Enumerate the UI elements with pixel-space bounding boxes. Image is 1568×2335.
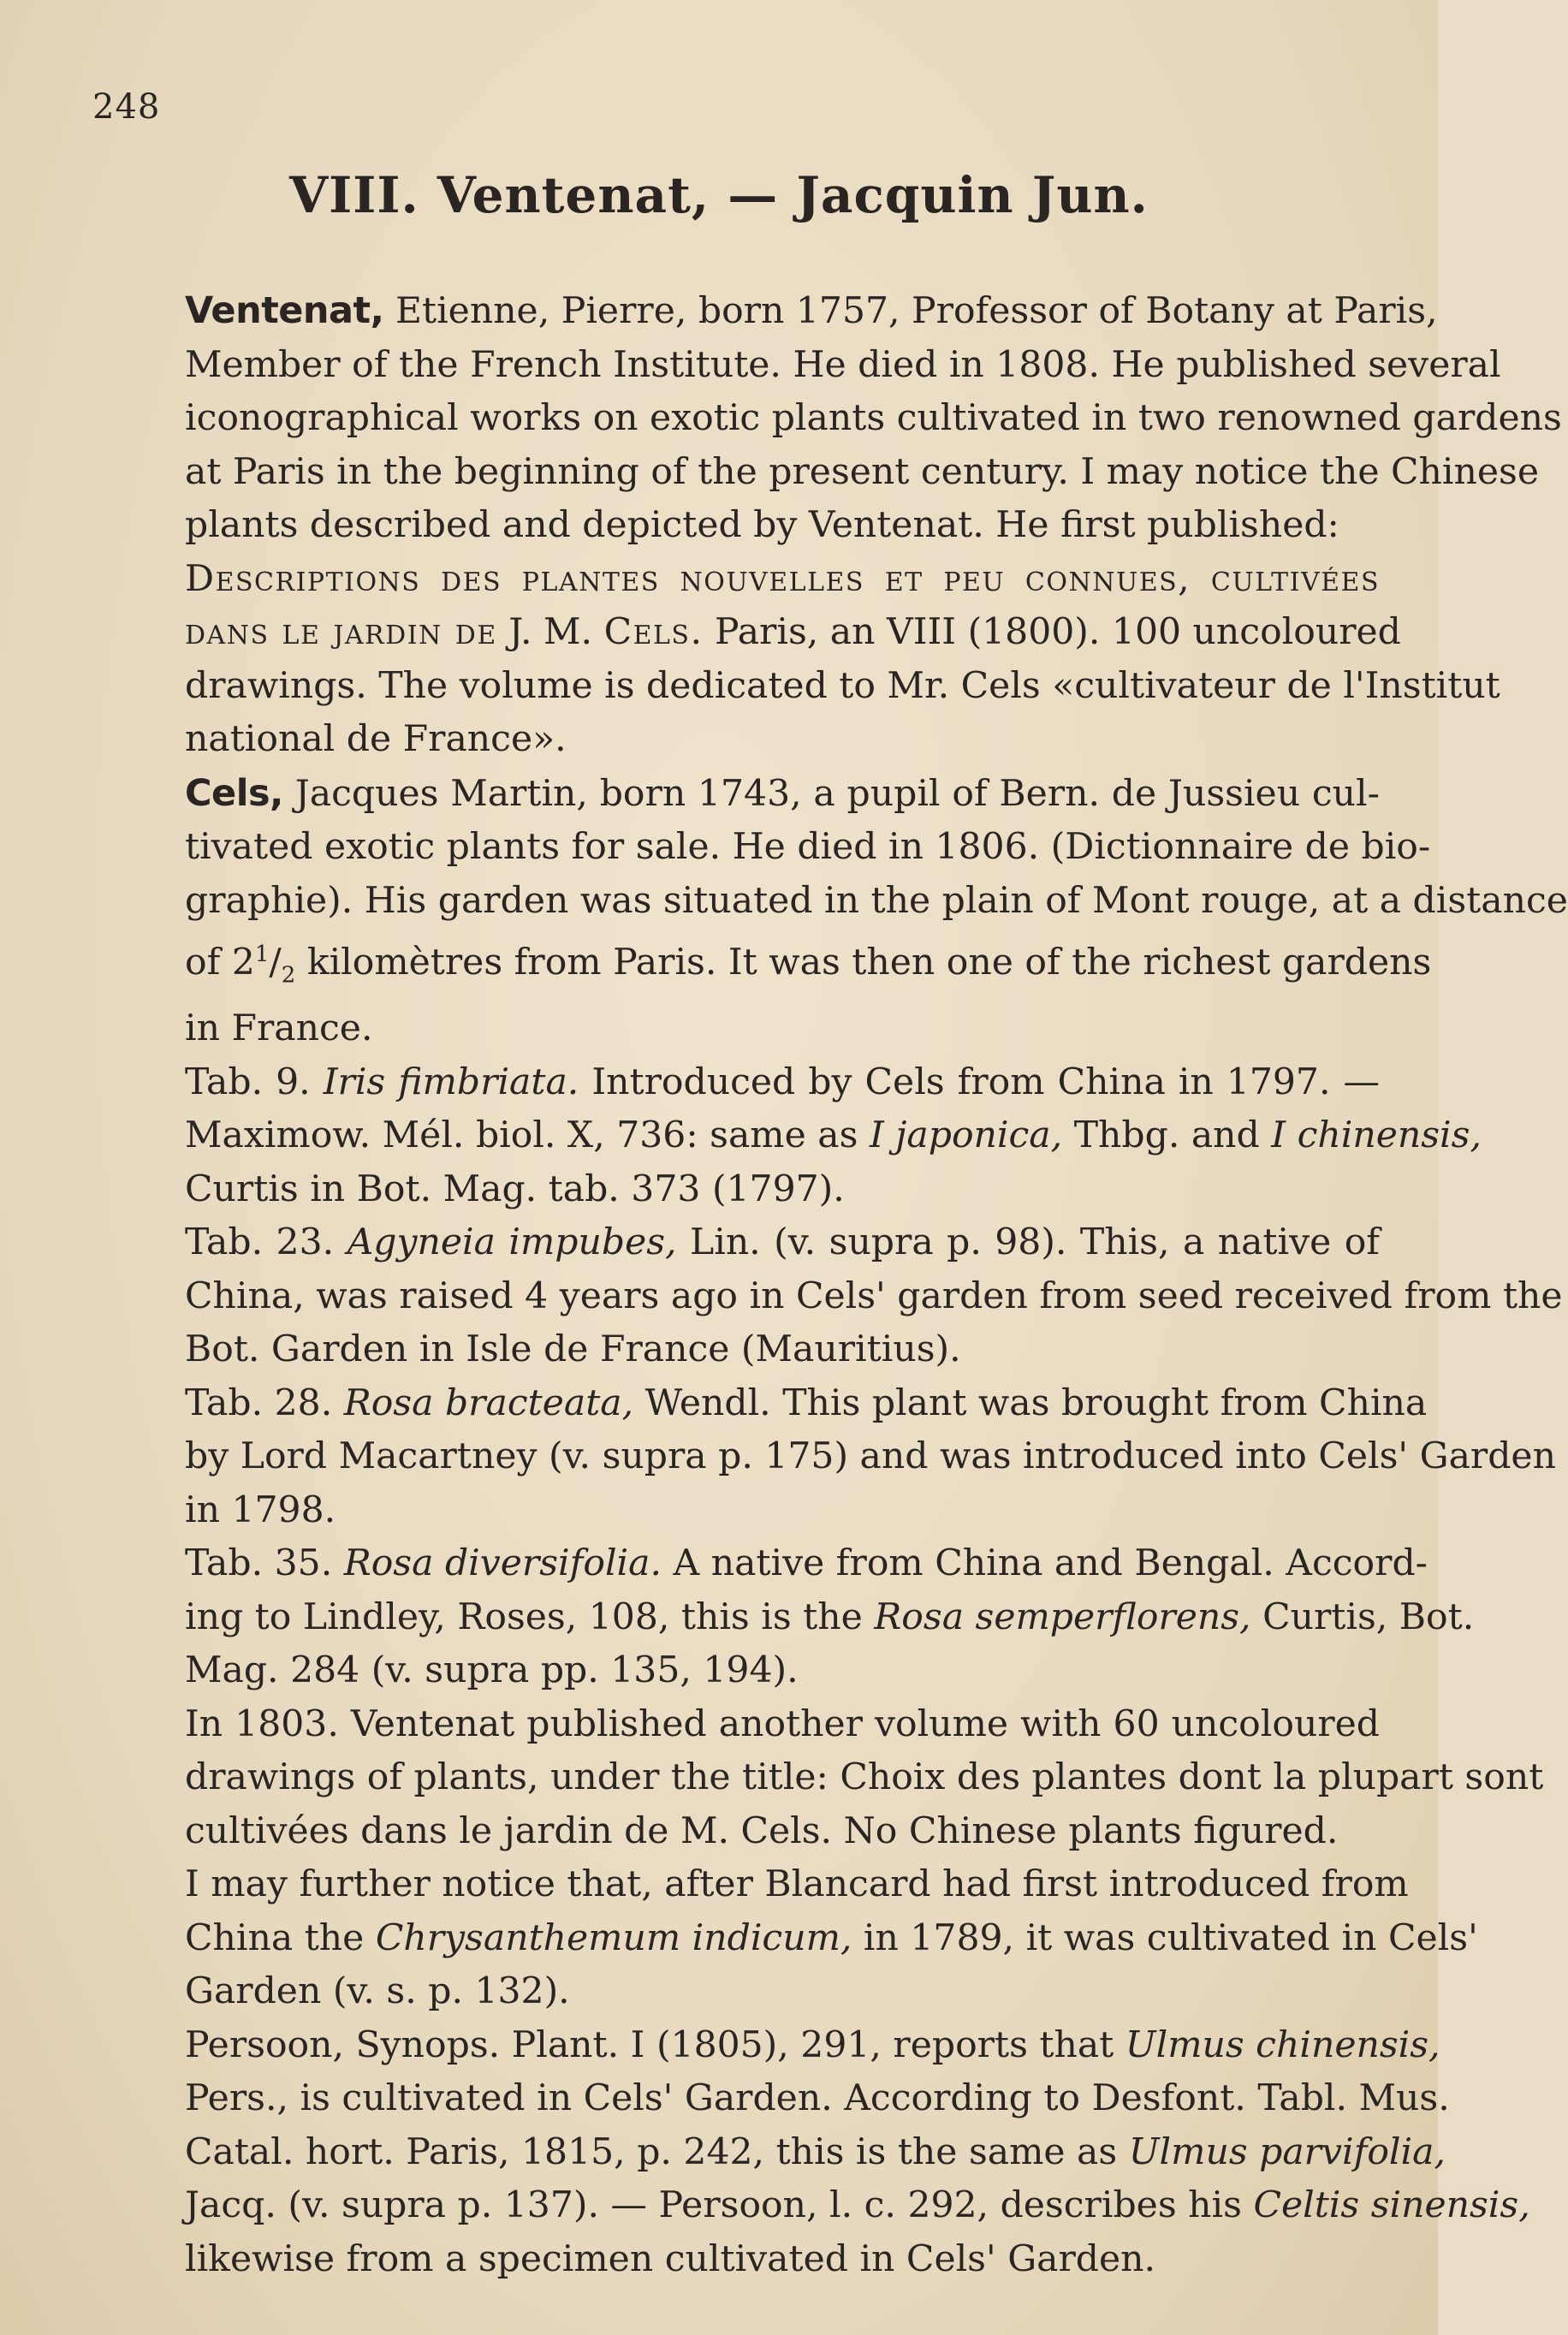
- text-line: graphie). His garden was situated in the plain of Mont rouge, at a distance: [185, 879, 1568, 922]
- text-fragment: of 2: [185, 942, 255, 984]
- text-line: likewise from a specimen cultivated in Cels' Garden.: [185, 2237, 1156, 2280]
- paragraph-tab-35: [94, 1537, 1475, 1698]
- text-line: at Paris in the beginning of the present century. I may notice the Chinese: [185, 450, 1539, 493]
- paragraph-blancard: [94, 1858, 1478, 2019]
- text-line: Pers., is cultivated in Cels' Garden. According to Desfont. Tabl. Mus.: [185, 2077, 1450, 2120]
- book-title-line: Descriptions des plantes nouvelles et peu connues, cultivées: [185, 557, 1380, 600]
- text-line: Garden (v. s. p. 132).: [185, 1970, 570, 2013]
- paragraph-tab-23: [94, 1216, 1563, 1377]
- species-name: I japonica,: [869, 1114, 1063, 1157]
- text-fragment: Introduced by Cels from China in 1797. —: [591, 1061, 1381, 1103]
- paragraph-1803: [94, 1698, 1544, 1859]
- text-line: tivated exotic plants for sale. He died in 1806. (Dictionnaire de bio-: [185, 826, 1431, 868]
- text-fragment: Thbg. and: [1073, 1114, 1260, 1157]
- species-name: Iris fimbriata.: [323, 1061, 579, 1103]
- text-line: Member of the French Institute. He died in 1808. He published several: [185, 343, 1501, 386]
- entry-heading-cels: Cels,: [185, 771, 283, 815]
- species-name: Rosa bracteata,: [343, 1381, 634, 1424]
- paragraph-tab-9: [94, 1056, 1482, 1217]
- species-name: Ulmus chinensis,: [1125, 2023, 1440, 2066]
- species-name: Ulmus parvifolia,: [1128, 2130, 1446, 2173]
- text-line: by Lord Macartney (v. supra p. 175) and was introduced into Cels' Garden: [185, 1435, 1556, 1478]
- text-line: drawings. The volume is dedicated to Mr. Cels «cultivateur de l'Institut: [185, 664, 1500, 707]
- text-fragment: Cels.: [603, 611, 704, 653]
- text-fragment: ing to Lindley, Roses, 108, this is the: [185, 1595, 863, 1638]
- species-name: Rosa semperflorens,: [874, 1595, 1251, 1638]
- fraction-numerator: 1: [254, 942, 270, 967]
- paragraph-tab-28: [94, 1377, 1556, 1538]
- text-line: plants described and depicted by Ventenat. He first published:: [185, 504, 1339, 546]
- fraction-denominator: 2: [281, 962, 296, 989]
- text-fragment: Wendl. This plant was brought from China: [644, 1381, 1428, 1424]
- text-fragment: kilomètres from Paris. It was then one of the richest gardens: [306, 942, 1432, 984]
- text-line: drawings of plants, under the title: Choix des plantes dont la plupart sont: [185, 1756, 1544, 1799]
- text-line: China, was raised 4 years ago in Cels' garden from seed received from the: [185, 1274, 1563, 1317]
- text-line: national de France».: [185, 718, 567, 760]
- text-fragment: Tab. 28.: [185, 1381, 333, 1424]
- species-name: Chrysanthemum indicum,: [375, 1916, 852, 1959]
- text-line: Etienne, Pierre, born 1757, Professor of Botany at Paris,: [395, 290, 1438, 332]
- paragraph-cels: [94, 767, 1568, 1056]
- text-line: Mag. 284 (v. supra pp. 135, 194).: [185, 1649, 799, 1692]
- text-fragment: Jacq. (v. supra p. 137). — Persoon, l. c. 292, describes his: [185, 2184, 1242, 2227]
- text-line: Bot. Garden in Isle de France (Mauritius).: [185, 1328, 961, 1371]
- page-number: 248: [92, 87, 161, 127]
- species-name: I chinensis,: [1271, 1114, 1482, 1157]
- species-name: Agyneia impubes,: [347, 1221, 677, 1264]
- text-fragment: Tab. 35.: [185, 1542, 333, 1585]
- species-name: Rosa diversifolia.: [343, 1542, 662, 1585]
- text-fragment: J. M.: [508, 611, 593, 653]
- text-fragment: Catal. hort. Paris, 1815, p. 242, this is the same as: [185, 2130, 1118, 2173]
- text-fragment: Paris, an VIII (1800). 100 uncoloured: [715, 611, 1401, 653]
- text-fragment: Curtis, Bot.: [1262, 1595, 1475, 1638]
- page-body: [94, 284, 1568, 2286]
- text-line: cultivées dans le jardin de M. Cels. No Chinese plants figured.: [185, 1809, 1339, 1852]
- text-fragment: Maximow. Mél. biol. X, 736: same as: [185, 1114, 858, 1157]
- text-fragment: Persoon, Synops. Plant. I (1805), 291, reports that: [185, 2023, 1114, 2066]
- chapter-title: VIII. Ventenat, — Jacquin Jun.: [289, 166, 1149, 224]
- text-fragment: China the: [185, 1916, 365, 1959]
- entry-heading-ventenat: Ventenat,: [185, 289, 384, 332]
- species-name: Celtis sinensis,: [1253, 2184, 1530, 2227]
- text-fragment: Tab. 9.: [185, 1061, 311, 1103]
- book-title-line: dans le jardin de: [185, 611, 497, 653]
- text-line: In 1803. Ventenat published another volume with 60 uncoloured: [185, 1702, 1380, 1745]
- text-line: iconographical works on exotic plants cultivated in two renowned gardens: [185, 397, 1562, 439]
- text-fragment: A native from China and Bengal. Accord-: [673, 1542, 1428, 1585]
- paragraph-persoon: [94, 2019, 1530, 2287]
- fraction: [254, 942, 296, 989]
- text-line: Curtis in Bot. Mag. tab. 373 (1797).: [185, 1168, 845, 1210]
- paragraph-ventenat: [94, 284, 1562, 553]
- text-fragment: Lin. (v. supra p. 98). This, a native of: [690, 1221, 1381, 1264]
- text-fragment: in 1789, it was cultivated in Cels': [863, 1916, 1478, 1959]
- text-line: in 1798.: [185, 1488, 336, 1531]
- text-line: I may further notice that, after Blancard had first introduced from: [185, 1863, 1409, 1906]
- text-line: in France.: [185, 1007, 373, 1050]
- paragraph-descriptions: [94, 553, 1500, 767]
- text-line: Jacques Martin, born 1743, a pupil of Bern. de Jussieu cul-: [294, 772, 1380, 815]
- fraction-slash: /: [269, 942, 282, 984]
- text-fragment: Tab. 23.: [185, 1221, 335, 1264]
